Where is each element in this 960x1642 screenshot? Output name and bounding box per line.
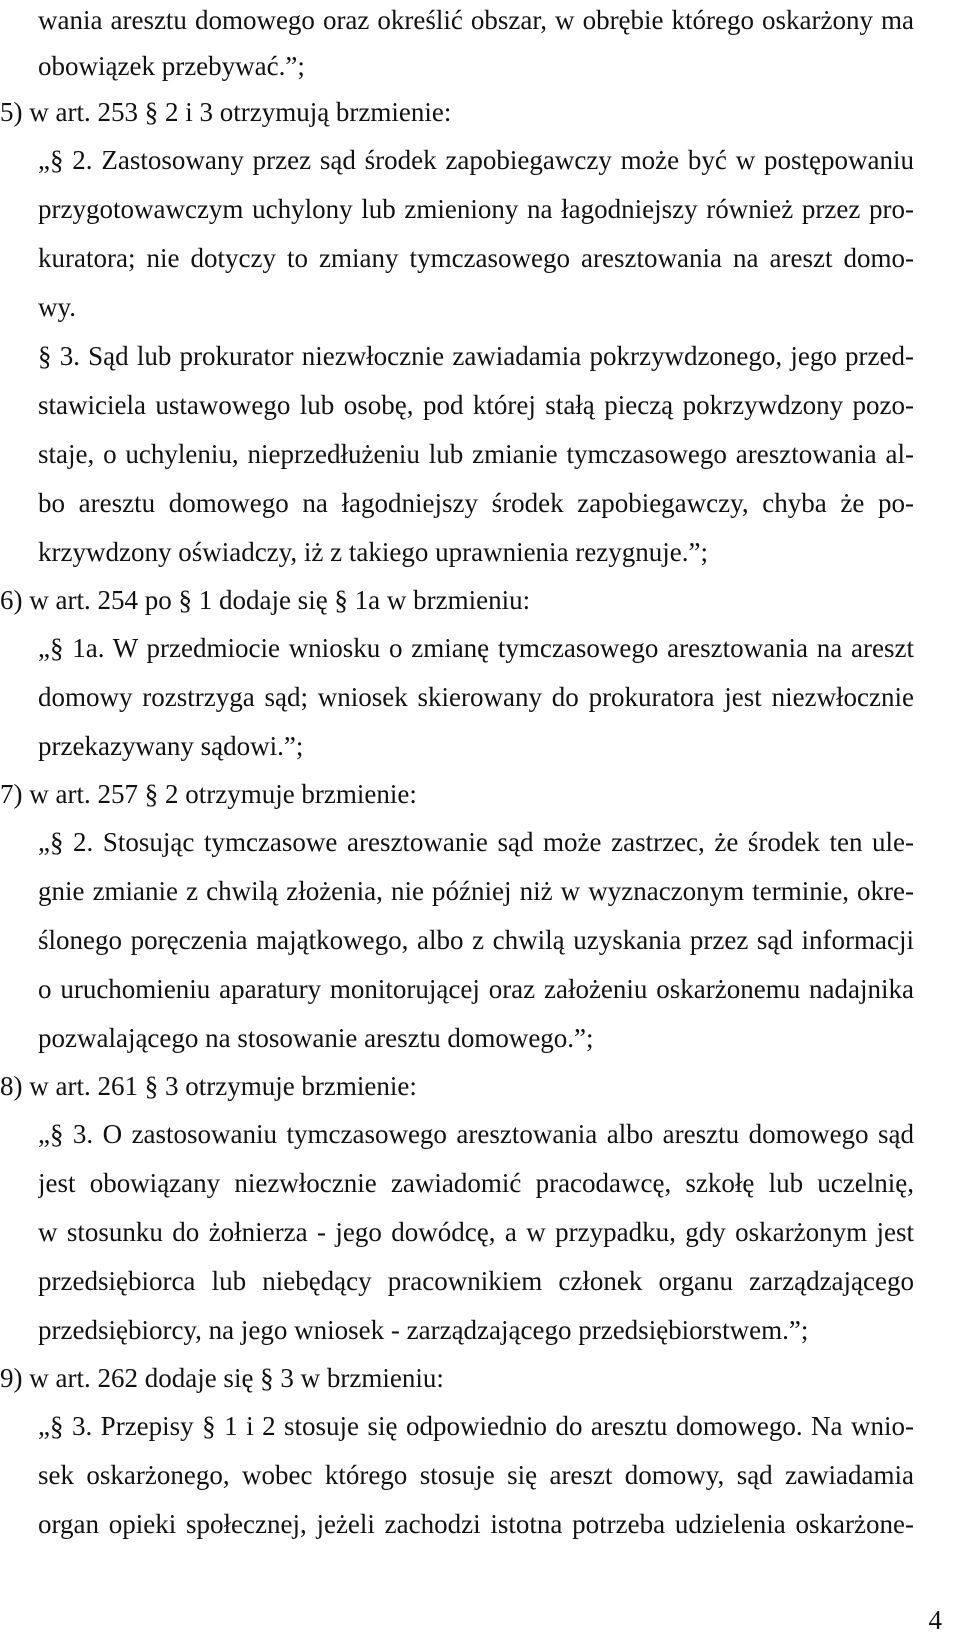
text-line-20: ślonego poręczenia majątkowego, albo z chwilą uzyskania przez sąd informacji [38,925,914,955]
text-line-8: § 3. Sąd lub prokurator niezwłocznie zawiadamia pokrzywdzonego, jego przed- [38,341,914,371]
text-line-24: „§ 3. O zastosowaniu tymczasowego aresztowania albo aresztu domowego sąd [38,1119,914,1149]
text-line-16: przekazywany sądowi.”; [38,731,304,761]
list-item-8: 8) w art. 261 § 3 otrzymuje brzmienie: [0,1071,417,1101]
list-item-6: 6) w art. 254 po § 1 dodaje się § 1a w brzmieniu: [0,585,531,615]
text-line-5: przygotowawczym uchylony lub zmieniony na łagodniejszy również przez pro- [38,194,914,224]
text-line-22: pozwalającego na stosowanie aresztu domowego.”; [38,1023,594,1053]
text-line-31: sek oskarżonego, wobec którego stosuje się areszt domowy, sąd zawiadamia [38,1460,914,1490]
text-line-11: bo aresztu domowego na łagodniejszy środek zapobiegawczy, chyba że po- [38,488,914,518]
text-line-1: wania aresztu domowego oraz określić obszar, w obrębie którego oskarżony ma [38,5,914,35]
page-number: 4 [928,1605,942,1635]
text-line-7: wy. [38,292,76,322]
list-item-5: 5) w art. 253 § 2 i 3 otrzymują brzmienie: [0,97,452,127]
list-item-9: 9) w art. 262 dodaje się § 3 w brzmieniu: [0,1363,444,1393]
list-item-7: 7) w art. 257 § 2 otrzymuje brzmienie: [0,779,417,809]
text-line-18: „§ 2. Stosując tymczasowe aresztowanie sąd może zastrzec, że środek ten ule- [38,827,914,857]
text-line-10: staje, o uchyleniu, nieprzedłużeniu lub zmianie tymczasowego aresztowania al- [38,439,914,469]
text-line-2: obowiązek przebywać.”; [38,51,305,81]
text-line-26: w stosunku do żołnierza - jego dowódcę, a w przypadku, gdy oskarżonym jest [38,1217,914,1247]
text-line-9: stawiciela ustawowego lub osobę, pod której stałą pieczą pokrzywdzony pozo- [38,390,914,420]
text-line-32: organ opieki społecznej, jeżeli zachodzi istotna potrzeba udzielenia oskarżone- [38,1509,914,1539]
text-line-28: przedsiębiorcy, na jego wniosek - zarządzającego przedsiębiorstwem.”; [38,1315,809,1345]
text-line-27: przedsiębiorca lub niebędący pracownikiem członek organu zarządzającego [38,1266,914,1296]
text-line-12: krzywdzony oświadczy, iż z takiego uprawnienia rezygnuje.”; [38,537,708,567]
text-line-25: jest obowiązany niezwłocznie zawiadomić pracodawcę, szkołę lub uczelnię, [38,1168,914,1198]
text-line-6: kuratora; nie dotyczy to zmiany tymczasowego aresztowania na areszt domo- [38,243,914,273]
text-line-15: domowy rozstrzyga sąd; wniosek skierowany do prokuratora jest niezwłocznie [38,682,914,712]
text-line-19: gnie zmianie z chwilą złożenia, nie później niż w wyznaczonym terminie, okre- [38,876,914,906]
text-line-14: „§ 1a. W przedmiocie wniosku o zmianę tymczasowego aresztowania na areszt [38,633,914,663]
text-line-21: o uruchomieniu aparatury monitorującej oraz założeniu oskarżonemu nadajnika [38,974,914,1004]
text-line-30: „§ 3. Przepisy § 1 i 2 stosuje się odpowiednio do aresztu domowego. Na wnio- [38,1411,914,1441]
text-line-4: „§ 2. Zastosowany przez sąd środek zapobiegawczy może być w postępowaniu [38,145,914,175]
